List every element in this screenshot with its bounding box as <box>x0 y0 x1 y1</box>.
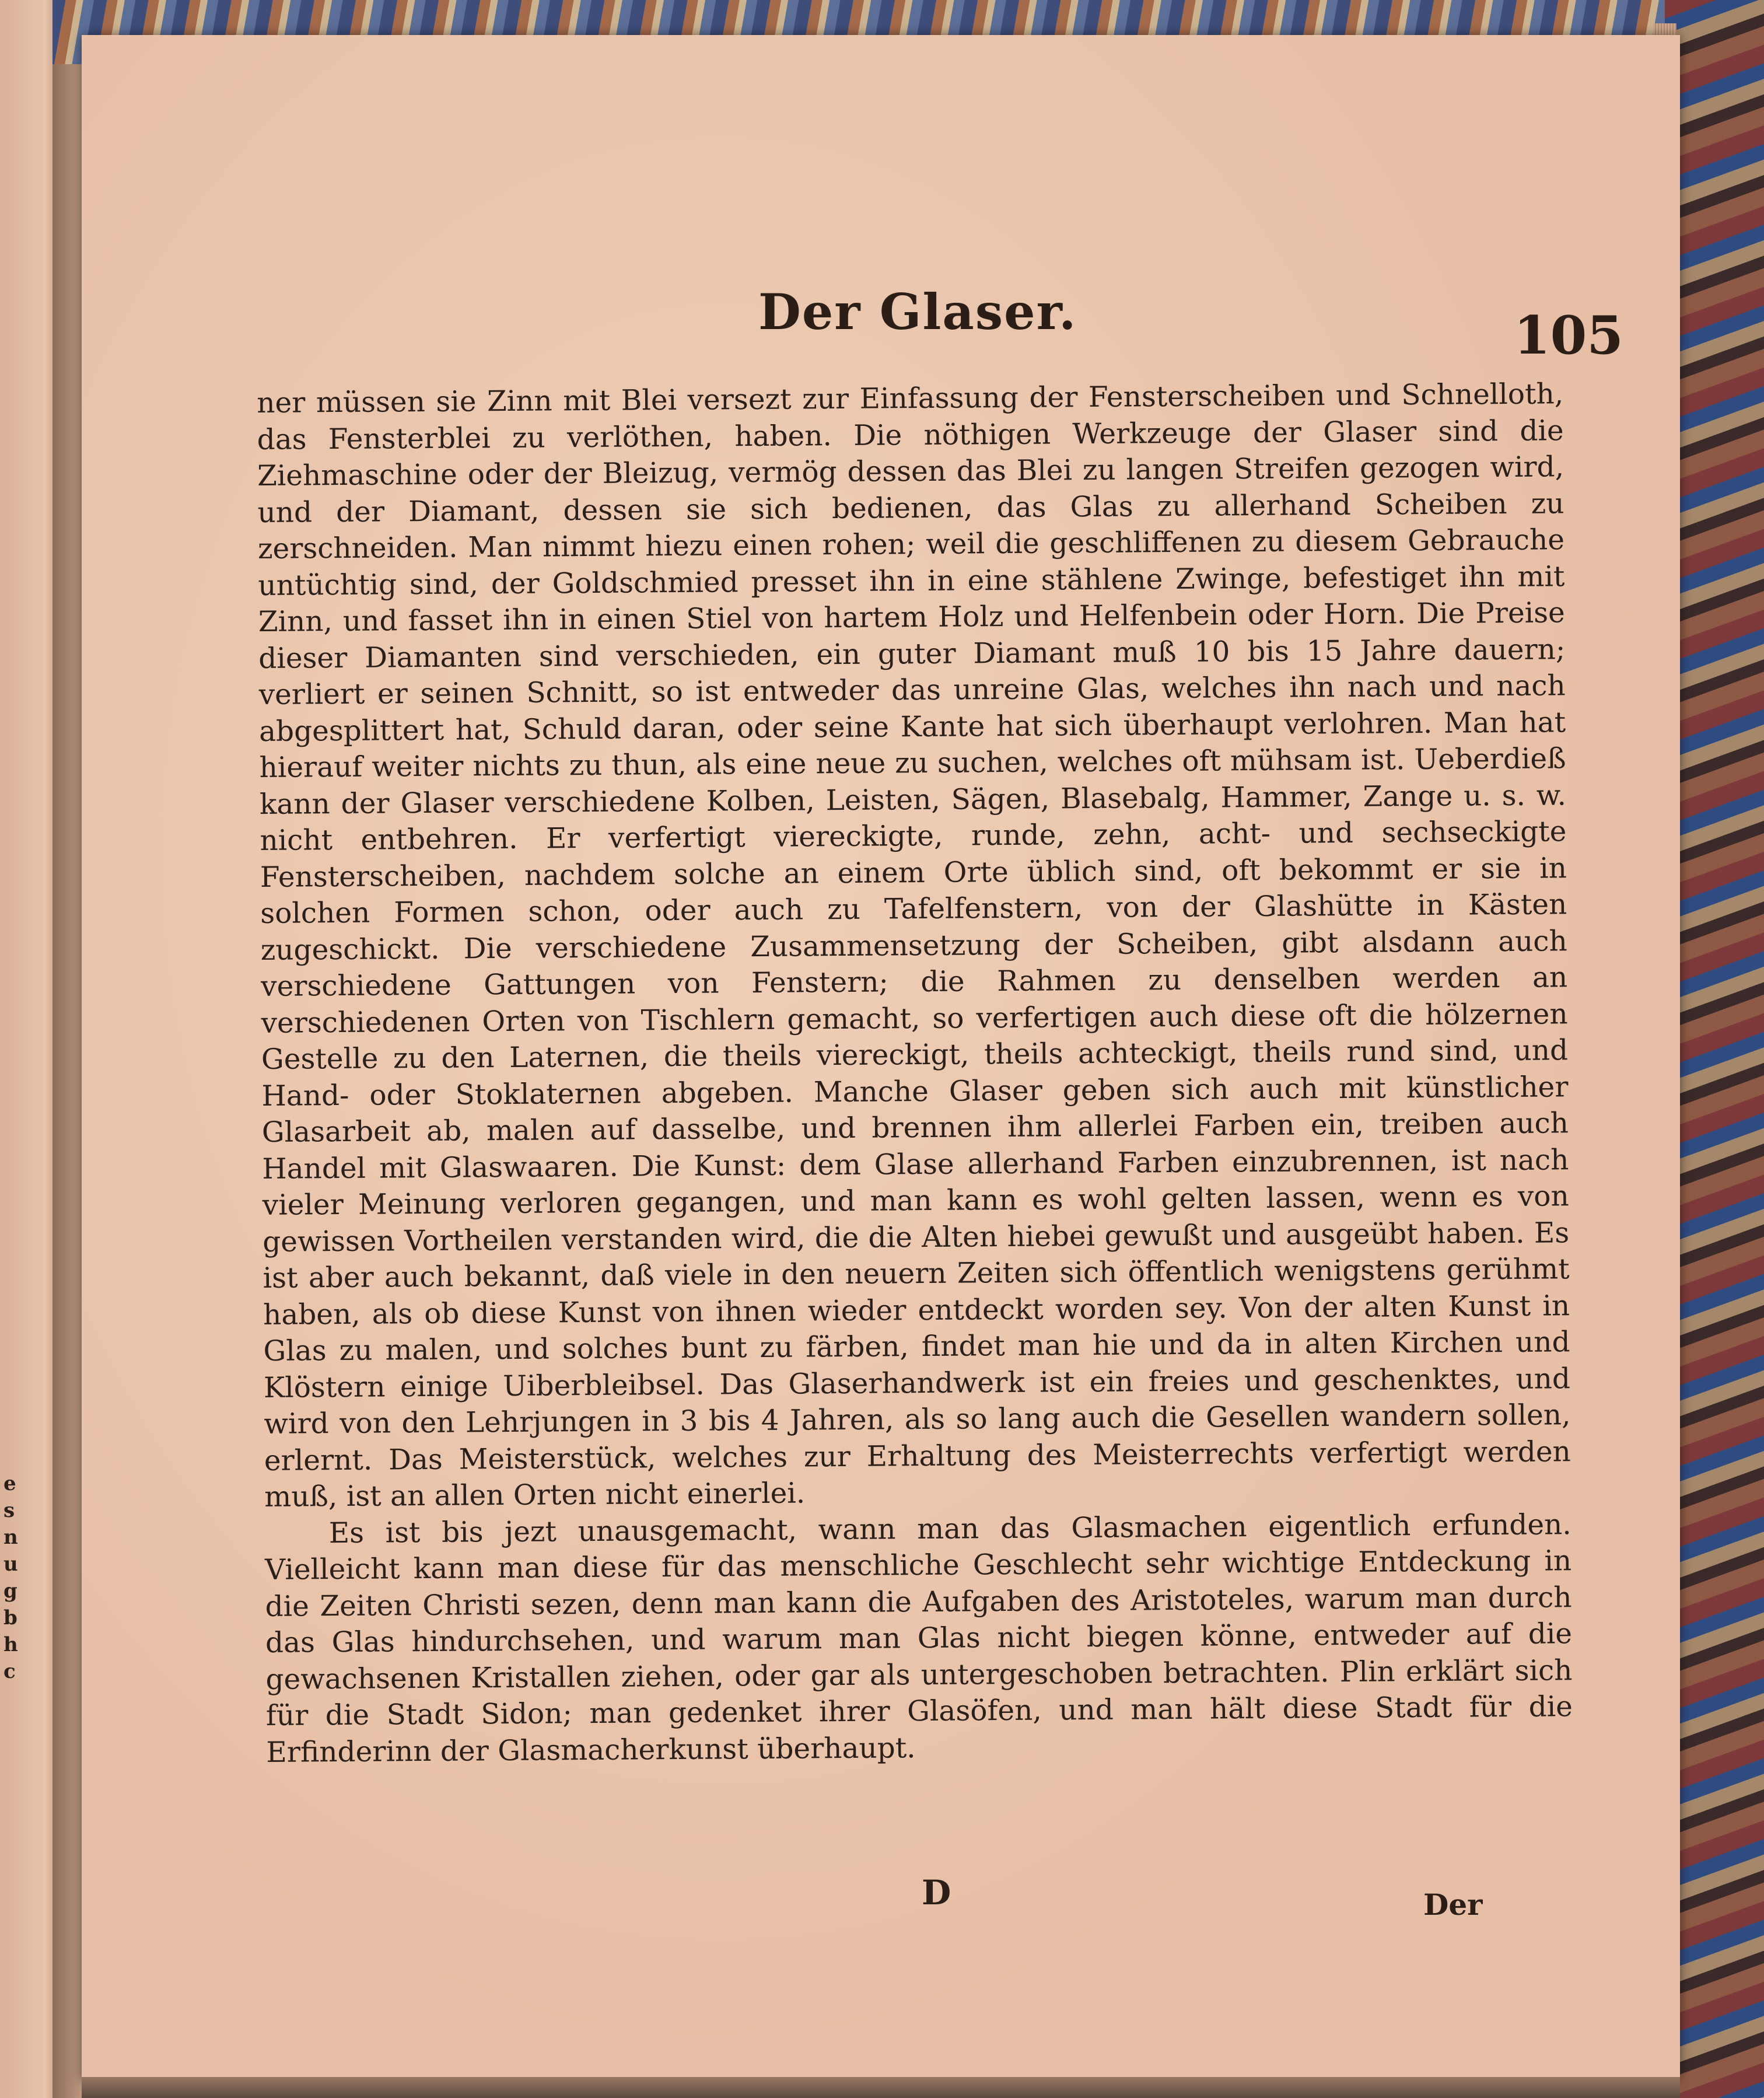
body-text <box>257 376 1573 1771</box>
running-header-title: Der Glaser. <box>758 283 1077 341</box>
paragraph-2: Es ist bis jezt unausgemacht, wann man das Glasmachen eigentlich erfunden. Vielleicht kann man diese für das menschliche Geschlecht sehr wichtige Entdeckung in die Zeiten Christi sezen, denn man kann die Aufgaben des Aristoteles, warum man durch das Glas hindurchsehen, und warum man Glas nicht biegen könne, entweder auf die gewachsenen Kristallen ziehen, oder gar als untergeschoben betrachten. Plin erklärt sich für die Stadt Sidon; man gedenket ihrer Glasöfen, und man hält diese Stadt für die Erfinderinn der Glasmacherkunst überhaupt. <box>264 1508 1573 1769</box>
page-number: 105 <box>1514 305 1623 366</box>
left-page-edge-text: e s n u g b h c <box>4 1472 18 1683</box>
bottom-page-edge <box>82 2077 1680 2098</box>
book-page <box>82 35 1680 2080</box>
paragraph-1: ner müssen sie Zinn mit Blei versezt zur Einfassung der Fensterscheiben und Schnelloth, das Fensterblei zu verlöthen, haben. Die nöthigen Werkzeuge der Glaser sind die Ziehmaschine oder der Bleizug, vermög dessen das Blei zu langen Streifen gezogen wird, und der Diamant, dessen sie sich bedienen, das Glas zu allerhand Scheiben zu zerschneiden. Man nimmt hiezu einen rohen; weil die geschliffenen zu diesem Gebrauche untüchtig sind, der Goldschmied presset ihn in eine stählene Zwinge, befestiget ihn mit Zinn, und fasset ihn in einen Stiel von hartem Holz und Helfenbein oder Horn. Die Preise dieser Diamanten sind verschieden, ein guter Diamant muß 10 bis 15 Jahre dauern; verliert er seinen Schnitt, so ist entweder das unreine Glas, welches ihn nach und nach abgesplittert hat, Schuld daran, oder seine Kante hat sich überhaupt verlohren. Man hat hierauf weiter nichts zu thun, als eine neue zu suchen, welches oft mühsam ist. Ueberdieß kann der Glaser verschiedene Kolben, Leisten, Sägen, Blasebalg, Hammer, Zange u. s. w. nicht entbehren. Er verfertigt viereckigte, runde, zehn, acht- und sechseckigte Fensterscheiben, nachdem solche an einem Orte üblich sind, oft bekommt er sie in solchen Formen schon, oder auch zu Tafelfenstern, von der Glashütte in Kästen zugeschickt. Die verschiedene Zusammensetzung der Scheiben, gibt alsdann auch verschiedene Gattungen von Fenstern; die Rahmen zu denselben werden an verschiedenen Orten von Tischlern gemacht, so verfertigen auch diese oft die hölzernen Gestelle zu den Laternen, die theils viereckigt, theils achteckigt, theils rund sind, und Hand- oder Stoklaternen abgeben. Manche Glaser geben sich auch mit künstlicher Glasarbeit ab, malen auf dasselbe, und brennen ihm allerlei Farben ein, treiben auch Handel mit Glaswaaren. Die Kunst: dem Glase allerhand Farben einzubrennen, ist nach vieler Meinung verloren gegangen, und man kann es wohl gelten lassen, wenn es von gewissen Vortheilen verstanden wird, die die Alten hiebei gewußt und ausgeübt haben. Es ist aber auch bekannt, daß viele in den neuern Zeiten sich öffentlich wenigstens gerühmt haben, als ob diese Kunst von ihnen wieder entdeckt worden sey. Von der alten Kunst in Glas zu malen, und solches bunt zu färben, findet man hie und da in alten Kirchen und Klöstern einige Uiberbleibsel. Das Glaserhandwerk ist ein freies und geschenktes, und wird von den Lehrjungen in 3 bis 4 Jahren, als so lang auch die Gesellen wandern sollen, erlernt. Das Meisterstück, welches zur Erhaltung des Meisterrechts verfertigt werden muß, ist an allen Orten nicht einerlei. <box>257 377 1572 1513</box>
catchword: Der <box>1423 1887 1483 1922</box>
signature-mark: D <box>922 1873 951 1912</box>
